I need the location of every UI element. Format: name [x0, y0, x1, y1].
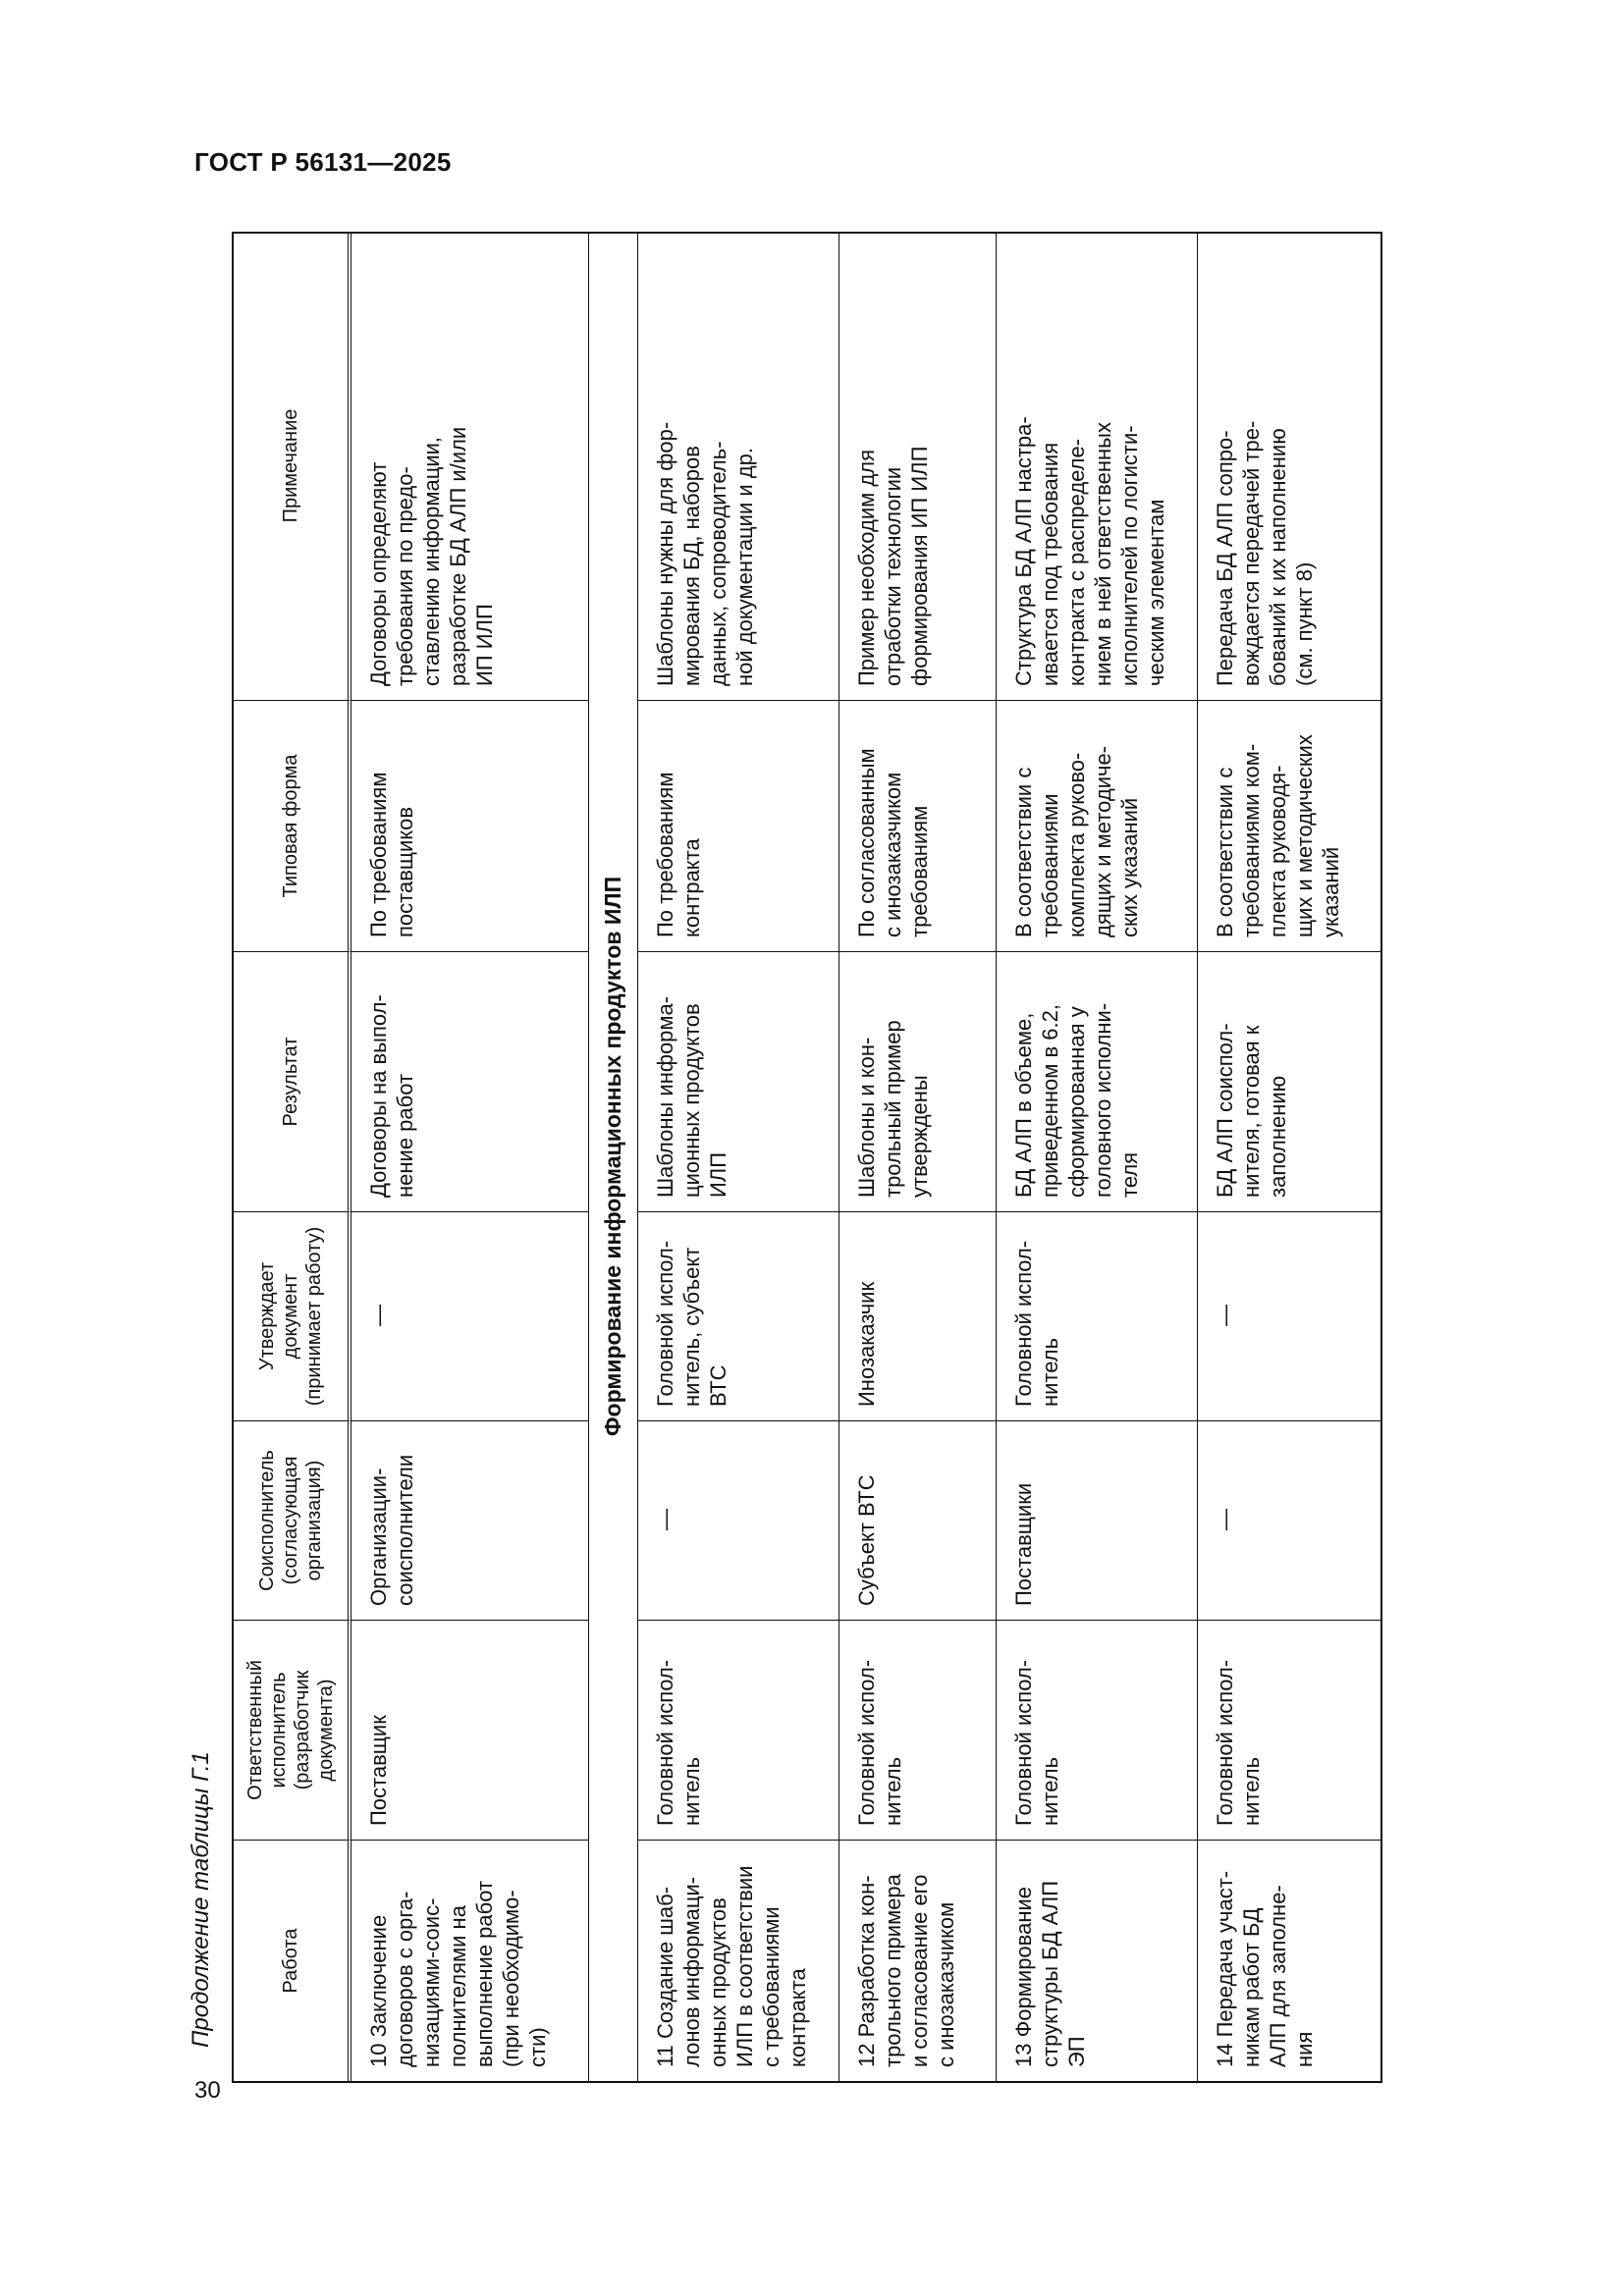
table-cell: 11 Создание шаб- лонов информаци- онных продуктов ИЛП в соответствии с требованиями контракта [638, 1840, 839, 2081]
document-header: ГОСТ Р 56131—2025 [194, 147, 452, 177]
works-table [232, 232, 1382, 2083]
table-cell: В соответствии с требованиями ком- плекта руководя- щих и методических указаний [1198, 700, 1382, 951]
table-cell: БД АЛП соиспол- нителя, готовая к заполнению [1198, 951, 1382, 1211]
table-cell: По требованиям контракта [638, 700, 839, 951]
table-cell: Шаблоны и кон- трольный пример утверждены [839, 951, 997, 1211]
column-header-template-form: Типовая форма [234, 700, 352, 951]
table-cell: — [1198, 1420, 1382, 1620]
table-cell: Инозаказчик [839, 1211, 997, 1420]
table-cell: Головной испол- нитель [997, 1211, 1198, 1420]
table-cell: Субъект ВТС [839, 1420, 997, 1620]
column-header-co-executor: Соисполнитель (согласующая организация) [234, 1420, 352, 1620]
table-caption: Продолжение таблицы Г.1 [188, 1751, 214, 2048]
table-cell: Пример необходим для отработки технологии формирования ИП ИЛП [839, 232, 997, 700]
table-cell: 12 Разработка кон- трольного примера и согласование его с инозаказчиком [839, 1840, 997, 2081]
table-cell: — [1198, 1211, 1382, 1420]
table-cell: БД АЛП в объеме, приведенном в 6.2, сформированная у головного исполни- теля [997, 951, 1198, 1211]
table-cell: Поставщики [997, 1420, 1198, 1620]
column-header-result: Результат [234, 951, 352, 1211]
table-cell: По согласованным с инозаказчиком требованиям [839, 700, 997, 951]
table-cell: Договоры определяют требования по предо- ставлению информации, разработке БД АЛП и/или ИП ИЛП [352, 232, 589, 700]
table-cell: Договоры на выпол- нение работ [352, 951, 589, 1211]
table-cell: По требованиям поставщиков [352, 700, 589, 951]
table-cell: Головной испол- нитель, субъект ВТС [638, 1211, 839, 1420]
table-cell: Головной испол- нитель [997, 1620, 1198, 1840]
column-header-responsible: Ответственный исполнитель (разработчик документа) [234, 1620, 352, 1840]
column-header-work: Работа [234, 1840, 352, 2081]
column-header-note: Примечание [234, 232, 352, 700]
table-cell: — [638, 1420, 839, 1620]
table-cell: Головной испол- нитель [839, 1620, 997, 1840]
table-cell: Шаблоны нужны для фор- мирования БД, наборов данных, сопроводитель- ной документации и др. [638, 232, 839, 700]
table-cell: Поставщик [352, 1620, 589, 1840]
table-cell: В соответствии с требованиями комплекта руково- дящих и методиче- ских указаний [997, 700, 1198, 951]
table-cell: — [352, 1211, 589, 1420]
table-cell: Структура БД АЛП настра- ивается под требования контракта с распределе- нием в ней ответственных исполнителей по логисти- ческим элементам [997, 232, 1198, 700]
table-cell: 13 Формирование структуры БД АЛП ЭП [997, 1840, 1198, 2081]
table-cell: Головной испол- нитель [638, 1620, 839, 1840]
page-number: 30 [194, 2077, 221, 2104]
table-cell: Организации- соисполнители [352, 1420, 589, 1620]
section-title: Формирование информационных продуктов ИЛП [589, 232, 638, 2081]
table-cell: 10 Заключение договоров с орга- низациями-соис- полнителями на выполнение работ (при необходимо- сти) [352, 1840, 589, 2081]
table-cell: Головной испол- нитель [1198, 1620, 1382, 1840]
column-header-approver: Утверждает документ (принимает работу) [234, 1211, 352, 1420]
table-cell: Шаблоны информа- ционных продуктов ИЛП [638, 951, 839, 1211]
table-cell: Передача БД АЛП сопро- вождается передачей тре- бований к их наполнению (см. пункт 8) [1213, 420, 1317, 686]
table-cell: 14 Передача участ- никам работ БД АЛП для заполне- ния [1198, 1840, 1382, 2081]
